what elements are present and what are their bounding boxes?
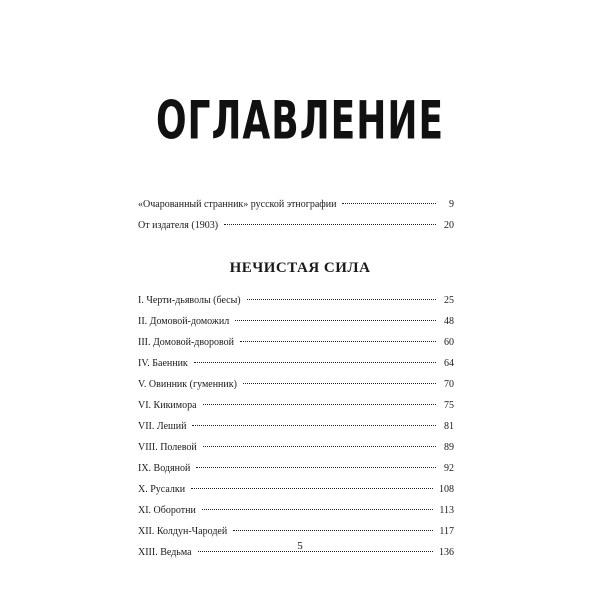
dot-leader bbox=[191, 488, 433, 489]
page-number: 5 bbox=[297, 540, 303, 552]
toc-entry-label: VIII. Полевой bbox=[138, 442, 197, 453]
dot-leader bbox=[247, 299, 436, 300]
page-title: ОГЛАВЛЕНИЕ bbox=[155, 92, 445, 152]
toc-row bbox=[138, 479, 454, 500]
toc-entry-page: 70 bbox=[444, 379, 454, 390]
toc-entry-page: 75 bbox=[444, 400, 454, 411]
dot-leader bbox=[243, 383, 436, 384]
toc-row bbox=[138, 395, 454, 416]
dot-leader bbox=[342, 203, 436, 204]
toc-entry-page: 25 bbox=[444, 295, 454, 306]
toc-entry-label: IV. Баенник bbox=[138, 358, 188, 369]
section-heading: НЕЧИСТАЯ СИЛА bbox=[229, 260, 371, 276]
toc-entry-label: I. Черти-дьяволы (бесы) bbox=[138, 295, 241, 306]
toc-entry-label: VI. Кикимора bbox=[138, 400, 197, 411]
toc-entry-label: II. Домовой-доможил bbox=[138, 316, 230, 327]
dot-leader bbox=[196, 467, 436, 468]
toc-row bbox=[138, 416, 454, 437]
dot-leader bbox=[192, 425, 436, 426]
toc-entry-page: 136 bbox=[439, 547, 454, 558]
toc-entry-page: 9 bbox=[449, 199, 454, 210]
toc-row bbox=[138, 500, 454, 521]
toc-entry-page: 113 bbox=[439, 505, 454, 516]
toc-entry-label: III. Домовой-дворовой bbox=[138, 337, 235, 348]
toc-entry-page: 20 bbox=[444, 220, 454, 231]
toc-row bbox=[138, 332, 454, 353]
toc-entry-page: 81 bbox=[444, 421, 454, 432]
toc-entry-page: 89 bbox=[444, 442, 454, 453]
dot-leader bbox=[203, 446, 436, 447]
toc-row bbox=[138, 311, 454, 332]
dot-leader bbox=[224, 224, 436, 225]
toc-row bbox=[138, 458, 454, 479]
toc-entry-page: 64 bbox=[444, 358, 454, 369]
toc-entry-label: X. Русалки bbox=[138, 484, 186, 495]
toc-entry-page: 108 bbox=[439, 484, 454, 495]
intro-toc bbox=[138, 194, 454, 236]
toc-entry-page: 92 bbox=[444, 463, 454, 474]
dot-leader bbox=[194, 362, 436, 363]
toc-entry-label: «Очарованный странник» русской этнографии bbox=[138, 199, 337, 210]
toc-row bbox=[138, 437, 454, 458]
toc-row bbox=[138, 353, 454, 374]
toc-entry-label: VII. Леший bbox=[138, 421, 187, 432]
toc-row bbox=[138, 374, 454, 395]
toc-entry-label: XI. Оборотни bbox=[138, 505, 196, 516]
toc-entry-label: IX. Водяной bbox=[138, 463, 191, 474]
dot-leader bbox=[235, 320, 436, 321]
toc-entry-label: XIII. Ведьма bbox=[138, 547, 192, 558]
toc-row bbox=[138, 215, 454, 236]
dot-leader bbox=[240, 341, 436, 342]
toc-entry-label: V. Овинник (гуменник) bbox=[138, 379, 237, 390]
chapters-toc bbox=[138, 290, 454, 563]
toc-entry-label: XII. Колдун-Чародей bbox=[138, 526, 228, 537]
toc-row bbox=[138, 521, 454, 542]
toc-row bbox=[138, 290, 454, 311]
dot-leader bbox=[203, 404, 436, 405]
toc-entry-page: 48 bbox=[444, 316, 454, 327]
toc-row bbox=[138, 194, 454, 215]
toc-entry-page: 117 bbox=[439, 526, 454, 537]
dot-leader bbox=[233, 530, 433, 531]
dot-leader bbox=[202, 509, 434, 510]
toc-entry-page: 60 bbox=[444, 337, 454, 348]
toc-entry-label: От издателя (1903) bbox=[138, 220, 219, 231]
